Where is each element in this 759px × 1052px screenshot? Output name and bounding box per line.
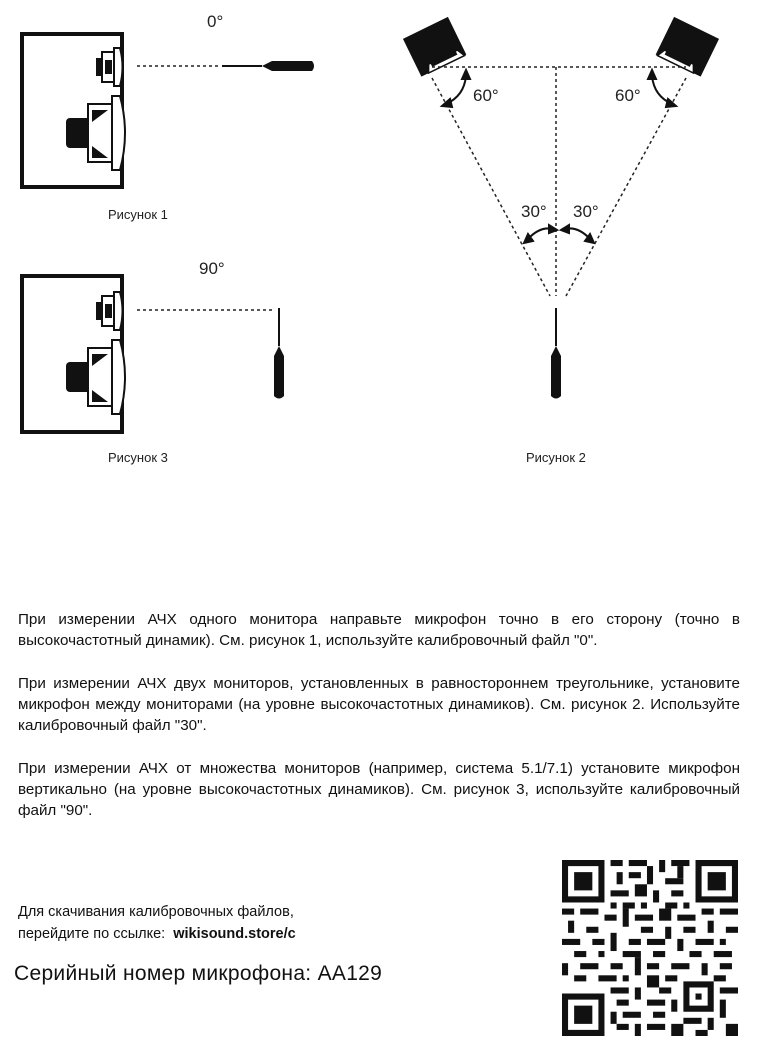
fig2-caption: Рисунок 2 (526, 450, 586, 465)
fig2-right-monitor-icon (656, 17, 719, 77)
fig3-angle-label: 90° (199, 259, 225, 278)
instruction-paragraph-1: При измерении АЧХ одного монитора направьте микрофон точно в его сторону (точно в высокочастотный динамик). См. рисунок 1, используйте калибровочный файл "0". (18, 611, 740, 649)
instruction-paragraph-3: При измерении АЧХ от множества мониторов (например, система 5.1/7.1) установите микрофон вертикально (на уровне высокочастотных динамиков). См. рисунок 3, используйте калибровочный файл "90". (18, 760, 740, 819)
download-text-line1: Для скачивания калибровочных файлов, (18, 904, 294, 920)
fig3-woofer-icon (66, 340, 125, 414)
fig1-tweeter-icon (96, 48, 123, 86)
fig2-left-inner-angle: 30° (521, 202, 547, 221)
fig3-microphone-icon (274, 308, 284, 399)
download-link[interactable]: wikisound.store/c (173, 926, 296, 942)
fig2-right-60-arrow-icon (648, 70, 676, 107)
download-text-line2 (18, 924, 296, 945)
instruction-paragraph-2: При измерении АЧХ двух мониторов, установленных в равностороннем треугольнике, установите микрофон между мониторами (на уровне высокочастотных динамиков). См. рисунок 2. Используйте калибровочный файл "30". (18, 675, 740, 734)
fig1-angle-label: 0° (207, 12, 224, 31)
fig2-left-outer-angle: 60° (473, 86, 499, 105)
fig2-right-inner-angle: 30° (573, 202, 599, 221)
fig3-tweeter-icon (96, 292, 123, 330)
qr-code-icon[interactable] (562, 860, 738, 1036)
serial-label: Серийный номер микрофона: (14, 962, 312, 985)
fig2-right-outer-angle: 60° (615, 86, 641, 105)
fig1-microphone-icon (222, 61, 314, 71)
fig2-right-dotted-line (566, 78, 686, 296)
fig2-left-dotted-line (432, 78, 550, 296)
fig3-caption: Рисунок 3 (108, 450, 168, 465)
fig2-left-60-arrow-icon (442, 70, 470, 107)
fig2-right-30-arrow-icon (561, 225, 594, 243)
fig2-left-30-arrow-icon (524, 225, 557, 243)
download-prefix: перейдите по ссылке: (18, 926, 166, 942)
serial-value: AA129 (317, 962, 383, 985)
fig1-caption: Рисунок 1 (108, 207, 168, 222)
fig1-diagram (0, 0, 330, 200)
fig1-woofer-icon (66, 96, 125, 170)
fig2-microphone-icon (551, 308, 561, 399)
fig3-diagram (0, 244, 330, 444)
serial-number (14, 962, 382, 986)
fig2-diagram (370, 0, 750, 420)
